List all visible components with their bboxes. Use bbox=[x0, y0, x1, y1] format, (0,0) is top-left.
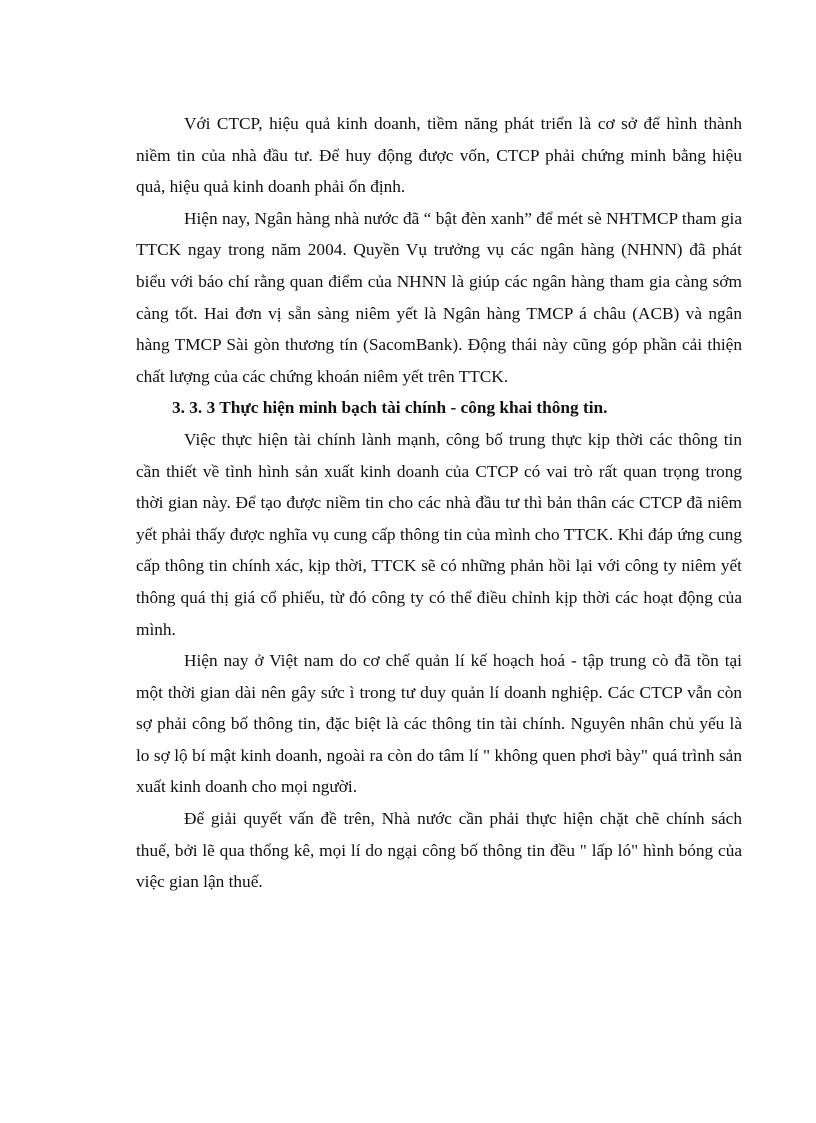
paragraph-bank-listing: Hiện nay, Ngân hàng nhà nước đã “ bật đèn xanh” để mét sè NHTMCP tham gia TTCK ngay trong năm 2004. Quyền Vụ trưởng vụ các ngân hàng (NHNN) đã phát biểu với báo chí rằng quan điểm của NHNN là giúp các ngân hàng tham gia càng sớm càng tốt. Hai đơn vị sẵn sàng niêm yết là Ngân hàng TMCP á châu (ACB) và ngân hàng TMCP Sài gòn thương tín (SacomBank). Động thái này cũng góp phần cải thiện chất lượng của các chứng khoán niêm yết trên TTCK. bbox=[136, 208, 742, 386]
paragraph-tax-policy: Để giải quyết vấn đề trên, Nhà nước cần phải thực hiện chặt chẽ chính sách thuế, bởi lẽ qua thống kê, mọi lí do ngại công bố thông tin đều " lấp ló" hình bóng của việc gian lận thuế. bbox=[136, 809, 742, 892]
paragraph-financial-transparency: Việc thực hiện tài chính lành mạnh, công bố trung thực kịp thời các thông tin cần thiết về tình hình sản xuất kinh doanh của CTCP có vai trò rất quan trọng trong thời gian này. Để tạo được niềm tin cho các nhà đầu tư thì bản thân các CTCP đã niêm yết phải thấy được nghĩa vụ cung cấp thông tin của mình cho TTCK. Khi đáp ứng cung cấp thông tin chính xác, kịp thời, TTCK sẽ có những phản hồi lại với công ty niêm yết thông quá thị giá cổ phiếu, từ đó công ty có thể điều chỉnh kịp thời các hoạt động của mình. bbox=[136, 429, 742, 639]
paragraph-disclosure-reluctance: Hiện nay ở Việt nam do cơ chế quản lí kế hoạch hoá - tập trung cò đã tồn tại một thời gian dài nên gây sức ì trong tư duy quản lí doanh nghiệp. Các CTCP vẫn còn sợ phải công bố thông tin, đặc biệt là các thông tin tài chính. Nguyên nhân chủ yếu là lo sợ lộ bí mật kinh doanh, ngoài ra còn do tâm lí " không quen phơi bày" quá trình sản xuất kinh doanh cho mọi người. bbox=[136, 651, 742, 797]
document-page bbox=[136, 108, 742, 898]
paragraph-investor-trust: Với CTCP, hiệu quả kinh doanh, tiềm năng phát triển là cơ sở để hình thành niềm tin của nhà đầu tư. Để huy động được vốn, CTCP phải chứng minh bằng hiệu quả, hiệu quả kinh doanh phải ổn định. bbox=[136, 114, 742, 197]
section-heading: 3. 3. 3 Thực hiện minh bạch tài chính - công khai thông tin. bbox=[172, 398, 608, 418]
